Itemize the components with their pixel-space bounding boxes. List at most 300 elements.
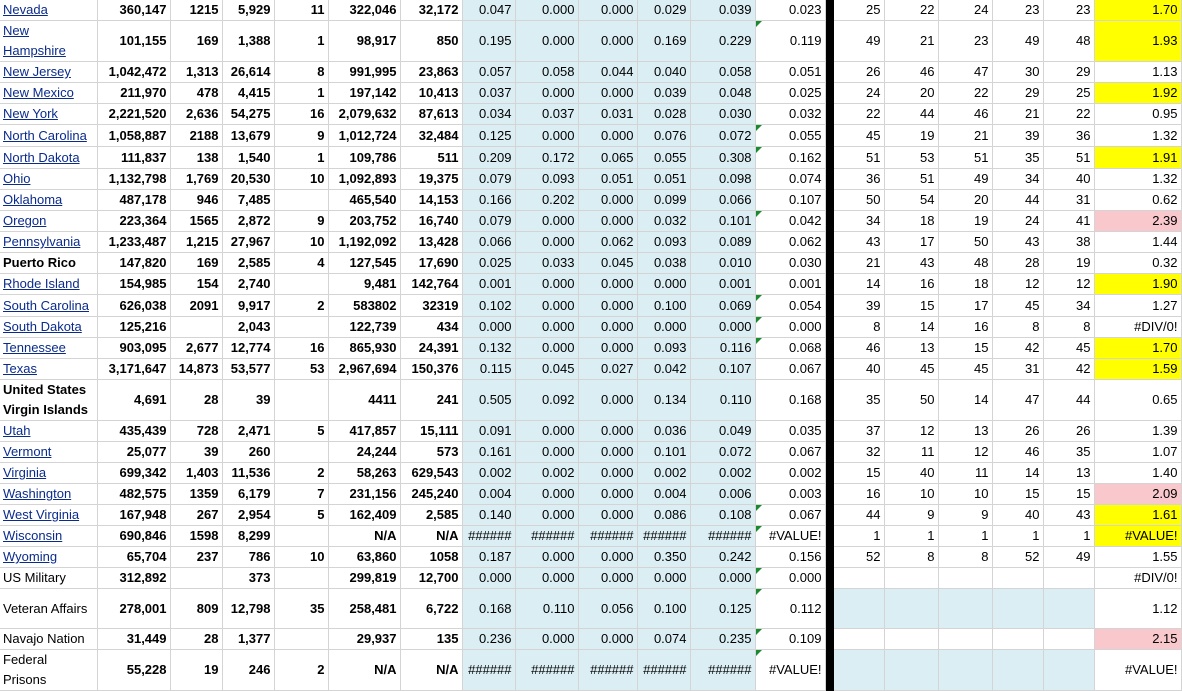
rate-cell[interactable]: 0.100 <box>637 295 690 317</box>
count-cell[interactable]: 850 <box>400 21 462 62</box>
ratio-cell[interactable]: 0.62 <box>1094 190 1181 211</box>
count-cell[interactable]: 13,428 <box>400 232 462 253</box>
count-cell[interactable]: 2,967,694 <box>328 359 400 380</box>
ratio-cell[interactable]: 1.90 <box>1094 274 1181 295</box>
count-cell[interactable]: 1,403 <box>170 463 222 484</box>
rank-cell[interactable]: 45 <box>992 295 1043 317</box>
rank-cell[interactable]: 42 <box>992 338 1043 359</box>
rate-cell[interactable]: 0.505 <box>462 380 515 421</box>
count-cell[interactable]: 16 <box>274 338 328 359</box>
average-cell[interactable]: 0.000 <box>755 317 825 338</box>
rate-cell[interactable]: 0.000 <box>515 125 578 147</box>
rank-cell[interactable]: 45 <box>884 359 938 380</box>
count-cell[interactable]: 53,577 <box>222 359 274 380</box>
ratio-cell[interactable]: 1.12 <box>1094 589 1181 629</box>
rate-cell[interactable]: 0.037 <box>462 83 515 104</box>
jurisdiction-cell[interactable]: West Virginia <box>0 505 97 526</box>
average-cell[interactable]: 0.042 <box>755 211 825 232</box>
rank-cell[interactable]: 20 <box>884 83 938 104</box>
count-cell[interactable]: 258,481 <box>328 589 400 629</box>
rate-cell[interactable]: 0.079 <box>462 169 515 190</box>
average-cell[interactable]: 0.025 <box>755 83 825 104</box>
count-cell[interactable]: 278,001 <box>97 589 170 629</box>
rate-cell[interactable]: 0.000 <box>515 338 578 359</box>
count-cell[interactable]: 809 <box>170 589 222 629</box>
rate-cell[interactable]: 0.028 <box>637 104 690 125</box>
rank-cell[interactable]: 23 <box>1043 0 1094 21</box>
count-cell[interactable]: 127,545 <box>328 253 400 274</box>
rate-cell[interactable]: 0.002 <box>462 463 515 484</box>
rate-cell[interactable]: 0.002 <box>637 463 690 484</box>
count-cell[interactable]: 169 <box>170 253 222 274</box>
rate-cell[interactable]: ###### <box>515 526 578 547</box>
count-cell[interactable]: 28 <box>170 380 222 421</box>
rate-cell[interactable]: 0.051 <box>578 169 637 190</box>
count-cell[interactable]: 1,058,887 <box>97 125 170 147</box>
jurisdiction-cell[interactable]: United States Virgin Islands <box>0 380 97 421</box>
rate-cell[interactable]: 0.000 <box>578 211 637 232</box>
rate-cell[interactable]: 0.069 <box>690 295 755 317</box>
count-cell[interactable]: 142,764 <box>400 274 462 295</box>
count-cell[interactable]: 135 <box>400 629 462 650</box>
count-cell[interactable]: N/A <box>328 526 400 547</box>
rate-cell[interactable]: 0.000 <box>515 274 578 295</box>
ratio-cell[interactable]: 1.07 <box>1094 442 1181 463</box>
count-cell[interactable]: 1,233,487 <box>97 232 170 253</box>
count-cell[interactable]: 16 <box>274 104 328 125</box>
rate-cell[interactable]: 0.107 <box>690 359 755 380</box>
rate-cell[interactable]: 0.000 <box>578 190 637 211</box>
jurisdiction-cell[interactable]: Oklahoma <box>0 190 97 211</box>
count-cell[interactable] <box>274 442 328 463</box>
rate-cell[interactable]: 0.172 <box>515 147 578 169</box>
count-cell[interactable]: 1,313 <box>170 62 222 83</box>
rank-cell[interactable] <box>1043 589 1094 629</box>
jurisdiction-cell[interactable]: New Mexico <box>0 83 97 104</box>
count-cell[interactable]: 24,244 <box>328 442 400 463</box>
rate-cell[interactable]: 0.037 <box>515 104 578 125</box>
count-cell[interactable]: 19 <box>170 650 222 691</box>
count-cell[interactable]: 312,892 <box>97 568 170 589</box>
rank-cell[interactable]: 8 <box>884 547 938 568</box>
ratio-cell[interactable]: 1.55 <box>1094 547 1181 568</box>
rank-cell[interactable]: 17 <box>938 295 992 317</box>
rate-cell[interactable]: 0.168 <box>462 589 515 629</box>
rate-cell[interactable]: 0.125 <box>462 125 515 147</box>
rate-cell[interactable]: 0.000 <box>578 421 637 442</box>
jurisdiction-cell[interactable]: Utah <box>0 421 97 442</box>
average-cell[interactable]: #VALUE! <box>755 526 825 547</box>
rate-cell[interactable]: 0.308 <box>690 147 755 169</box>
rank-cell[interactable]: 48 <box>938 253 992 274</box>
count-cell[interactable]: 55,228 <box>97 650 170 691</box>
count-cell[interactable]: 865,930 <box>328 338 400 359</box>
ratio-cell[interactable]: 2.09 <box>1094 484 1181 505</box>
rank-cell[interactable]: 35 <box>833 380 884 421</box>
rate-cell[interactable]: 0.047 <box>462 0 515 21</box>
count-cell[interactable]: 10 <box>274 169 328 190</box>
rate-cell[interactable]: 0.089 <box>690 232 755 253</box>
rate-cell[interactable]: 0.110 <box>690 380 755 421</box>
rank-cell[interactable]: 18 <box>938 274 992 295</box>
count-cell[interactable]: 2,471 <box>222 421 274 442</box>
rank-cell[interactable]: 26 <box>833 62 884 83</box>
rank-cell[interactable]: 45 <box>938 359 992 380</box>
average-cell[interactable]: 0.035 <box>755 421 825 442</box>
rate-cell[interactable]: 0.350 <box>637 547 690 568</box>
rank-cell[interactable]: 15 <box>1043 484 1094 505</box>
rate-cell[interactable]: ###### <box>515 650 578 691</box>
count-cell[interactable]: 5,929 <box>222 0 274 21</box>
count-cell[interactable] <box>274 190 328 211</box>
rank-cell[interactable]: 34 <box>1043 295 1094 317</box>
rate-cell[interactable]: 0.100 <box>637 589 690 629</box>
rank-cell[interactable]: 30 <box>992 62 1043 83</box>
count-cell[interactable] <box>170 317 222 338</box>
count-cell[interactable]: 1,092,893 <box>328 169 400 190</box>
rank-cell[interactable]: 16 <box>833 484 884 505</box>
rate-cell[interactable]: 0.025 <box>462 253 515 274</box>
ratio-cell[interactable]: 1.44 <box>1094 232 1181 253</box>
rate-cell[interactable]: 0.236 <box>462 629 515 650</box>
rank-cell[interactable]: 22 <box>884 0 938 21</box>
jurisdiction-cell[interactable]: Federal Prisons <box>0 650 97 691</box>
count-cell[interactable]: 65,704 <box>97 547 170 568</box>
rank-cell[interactable]: 19 <box>938 211 992 232</box>
average-cell[interactable]: 0.107 <box>755 190 825 211</box>
rate-cell[interactable]: 0.187 <box>462 547 515 568</box>
rank-cell[interactable]: 46 <box>992 442 1043 463</box>
rate-cell[interactable]: 0.101 <box>637 442 690 463</box>
ratio-cell[interactable]: 0.95 <box>1094 104 1181 125</box>
average-cell[interactable]: 0.062 <box>755 232 825 253</box>
count-cell[interactable]: 1,388 <box>222 21 274 62</box>
rank-cell[interactable]: 24 <box>938 0 992 21</box>
average-cell[interactable]: 0.112 <box>755 589 825 629</box>
count-cell[interactable]: 5 <box>274 421 328 442</box>
rank-cell[interactable] <box>884 629 938 650</box>
rank-cell[interactable]: 13 <box>938 421 992 442</box>
count-cell[interactable]: 1 <box>274 83 328 104</box>
rank-cell[interactable]: 40 <box>884 463 938 484</box>
average-cell[interactable]: #VALUE! <box>755 650 825 691</box>
rate-cell[interactable]: 0.000 <box>578 505 637 526</box>
rank-cell[interactable]: 8 <box>938 547 992 568</box>
count-cell[interactable]: 197,142 <box>328 83 400 104</box>
count-cell[interactable]: 4,691 <box>97 380 170 421</box>
count-cell[interactable]: 9 <box>274 211 328 232</box>
count-cell[interactable]: 125,216 <box>97 317 170 338</box>
rank-cell[interactable] <box>833 629 884 650</box>
rank-cell[interactable]: 47 <box>992 380 1043 421</box>
rate-cell[interactable]: 0.004 <box>637 484 690 505</box>
ratio-cell[interactable]: #DIV/0! <box>1094 317 1181 338</box>
average-cell[interactable]: 0.068 <box>755 338 825 359</box>
rate-cell[interactable]: 0.202 <box>515 190 578 211</box>
count-cell[interactable] <box>274 526 328 547</box>
average-cell[interactable]: 0.156 <box>755 547 825 568</box>
count-cell[interactable]: 39 <box>170 442 222 463</box>
count-cell[interactable]: 9,917 <box>222 295 274 317</box>
rate-cell[interactable]: 0.166 <box>462 190 515 211</box>
rate-cell[interactable]: 0.000 <box>578 295 637 317</box>
count-cell[interactable]: 58,263 <box>328 463 400 484</box>
rank-cell[interactable]: 51 <box>1043 147 1094 169</box>
rank-cell[interactable]: 19 <box>1043 253 1094 274</box>
rank-cell[interactable]: 21 <box>833 253 884 274</box>
jurisdiction-cell[interactable]: New York <box>0 104 97 125</box>
count-cell[interactable]: 54,275 <box>222 104 274 125</box>
count-cell[interactable]: 241 <box>400 380 462 421</box>
rate-cell[interactable]: 0.000 <box>578 568 637 589</box>
count-cell[interactable]: 465,540 <box>328 190 400 211</box>
count-cell[interactable]: 991,995 <box>328 62 400 83</box>
rate-cell[interactable]: 0.229 <box>690 21 755 62</box>
rank-cell[interactable]: 14 <box>884 317 938 338</box>
count-cell[interactable]: 6,179 <box>222 484 274 505</box>
count-cell[interactable]: 223,364 <box>97 211 170 232</box>
ratio-cell[interactable]: 1.27 <box>1094 295 1181 317</box>
rank-cell[interactable] <box>992 629 1043 650</box>
rank-cell[interactable]: 34 <box>992 169 1043 190</box>
count-cell[interactable]: 2188 <box>170 125 222 147</box>
rank-cell[interactable]: 8 <box>1043 317 1094 338</box>
jurisdiction-cell[interactable]: Virginia <box>0 463 97 484</box>
count-cell[interactable]: 53 <box>274 359 328 380</box>
count-cell[interactable]: 12,798 <box>222 589 274 629</box>
rate-cell[interactable]: 0.000 <box>637 317 690 338</box>
count-cell[interactable]: 147,820 <box>97 253 170 274</box>
count-cell[interactable]: 1,540 <box>222 147 274 169</box>
rate-cell[interactable]: 0.072 <box>690 125 755 147</box>
count-cell[interactable]: 2,872 <box>222 211 274 232</box>
average-cell[interactable]: 0.067 <box>755 505 825 526</box>
rate-cell[interactable]: 0.045 <box>578 253 637 274</box>
rate-cell[interactable]: 0.000 <box>578 21 637 62</box>
count-cell[interactable]: 267 <box>170 505 222 526</box>
count-cell[interactable]: 4 <box>274 253 328 274</box>
ratio-cell[interactable]: 2.15 <box>1094 629 1181 650</box>
count-cell[interactable]: 32,484 <box>400 125 462 147</box>
jurisdiction-cell[interactable]: Wisconsin <box>0 526 97 547</box>
count-cell[interactable]: 2 <box>274 295 328 317</box>
ratio-cell[interactable]: 1.93 <box>1094 21 1181 62</box>
rate-cell[interactable]: 0.066 <box>462 232 515 253</box>
rate-cell[interactable]: 0.000 <box>578 442 637 463</box>
ratio-cell[interactable]: 1.13 <box>1094 62 1181 83</box>
rate-cell[interactable]: 0.000 <box>690 317 755 338</box>
rank-cell[interactable] <box>884 650 938 691</box>
count-cell[interactable]: 211,970 <box>97 83 170 104</box>
rate-cell[interactable]: 0.000 <box>515 547 578 568</box>
rank-cell[interactable]: 44 <box>833 505 884 526</box>
rank-cell[interactable]: 14 <box>992 463 1043 484</box>
count-cell[interactable]: 16,740 <box>400 211 462 232</box>
ratio-cell[interactable]: 1.61 <box>1094 505 1181 526</box>
rate-cell[interactable]: 0.031 <box>578 104 637 125</box>
rank-cell[interactable]: 1 <box>833 526 884 547</box>
ratio-cell[interactable]: 0.65 <box>1094 380 1181 421</box>
rank-cell[interactable]: 31 <box>1043 190 1094 211</box>
count-cell[interactable]: 4411 <box>328 380 400 421</box>
count-cell[interactable]: 63,860 <box>328 547 400 568</box>
count-cell[interactable]: 154 <box>170 274 222 295</box>
rate-cell[interactable]: 0.000 <box>462 317 515 338</box>
rank-cell[interactable]: 50 <box>938 232 992 253</box>
jurisdiction-cell[interactable]: North Carolina <box>0 125 97 147</box>
rank-cell[interactable]: 44 <box>1043 380 1094 421</box>
rank-cell[interactable]: 35 <box>1043 442 1094 463</box>
rank-cell[interactable]: 11 <box>884 442 938 463</box>
average-cell[interactable]: 0.030 <box>755 253 825 274</box>
rate-cell[interactable]: 0.242 <box>690 547 755 568</box>
rate-cell[interactable]: 0.042 <box>637 359 690 380</box>
rank-cell[interactable]: 40 <box>992 505 1043 526</box>
rank-cell[interactable]: 18 <box>884 211 938 232</box>
count-cell[interactable]: 11,536 <box>222 463 274 484</box>
count-cell[interactable]: 629,543 <box>400 463 462 484</box>
rank-cell[interactable] <box>833 568 884 589</box>
rate-cell[interactable]: 0.000 <box>515 568 578 589</box>
rank-cell[interactable] <box>992 650 1043 691</box>
count-cell[interactable]: 203,752 <box>328 211 400 232</box>
rate-cell[interactable]: 0.079 <box>462 211 515 232</box>
rate-cell[interactable]: 0.125 <box>690 589 755 629</box>
rate-cell[interactable]: 0.116 <box>690 338 755 359</box>
jurisdiction-cell[interactable]: Ohio <box>0 169 97 190</box>
rank-cell[interactable]: 9 <box>884 505 938 526</box>
rank-cell[interactable]: 21 <box>884 21 938 62</box>
average-cell[interactable]: 0.003 <box>755 484 825 505</box>
count-cell[interactable]: 1598 <box>170 526 222 547</box>
count-cell[interactable]: 434 <box>400 317 462 338</box>
rank-cell[interactable]: 43 <box>992 232 1043 253</box>
average-cell[interactable]: 0.067 <box>755 442 825 463</box>
count-cell[interactable]: 1359 <box>170 484 222 505</box>
ratio-cell[interactable]: 1.32 <box>1094 125 1181 147</box>
rate-cell[interactable]: ###### <box>578 526 637 547</box>
jurisdiction-cell[interactable]: New Hampshire <box>0 21 97 62</box>
average-cell[interactable]: 0.119 <box>755 21 825 62</box>
rank-cell[interactable]: 15 <box>884 295 938 317</box>
rank-cell[interactable]: 26 <box>1043 421 1094 442</box>
count-cell[interactable]: 2,221,520 <box>97 104 170 125</box>
rank-cell[interactable] <box>1043 650 1094 691</box>
rank-cell[interactable]: 1 <box>938 526 992 547</box>
rate-cell[interactable]: 0.029 <box>637 0 690 21</box>
rank-cell[interactable]: 28 <box>992 253 1043 274</box>
rate-cell[interactable]: 0.086 <box>637 505 690 526</box>
count-cell[interactable]: 373 <box>222 568 274 589</box>
rank-cell[interactable]: 24 <box>833 83 884 104</box>
count-cell[interactable]: 25,077 <box>97 442 170 463</box>
jurisdiction-cell[interactable]: Vermont <box>0 442 97 463</box>
rank-cell[interactable]: 19 <box>884 125 938 147</box>
rate-cell[interactable]: 0.093 <box>515 169 578 190</box>
rate-cell[interactable]: 0.004 <box>462 484 515 505</box>
rank-cell[interactable]: 24 <box>992 211 1043 232</box>
count-cell[interactable]: 2,043 <box>222 317 274 338</box>
count-cell[interactable]: 162,409 <box>328 505 400 526</box>
rate-cell[interactable]: 0.076 <box>637 125 690 147</box>
rate-cell[interactable]: ###### <box>578 650 637 691</box>
count-cell[interactable]: 245,240 <box>400 484 462 505</box>
count-cell[interactable]: 478 <box>170 83 222 104</box>
rank-cell[interactable]: 38 <box>1043 232 1094 253</box>
rank-cell[interactable]: 13 <box>1043 463 1094 484</box>
rate-cell[interactable]: 0.093 <box>637 232 690 253</box>
rank-cell[interactable] <box>938 589 992 629</box>
rate-cell[interactable]: 0.115 <box>462 359 515 380</box>
count-cell[interactable]: N/A <box>400 526 462 547</box>
count-cell[interactable]: 435,439 <box>97 421 170 442</box>
count-cell[interactable]: 14,153 <box>400 190 462 211</box>
ratio-cell[interactable]: 1.92 <box>1094 83 1181 104</box>
ratio-cell[interactable]: 1.39 <box>1094 421 1181 442</box>
rank-cell[interactable]: 49 <box>1043 547 1094 568</box>
rank-cell[interactable]: 44 <box>884 104 938 125</box>
rank-cell[interactable]: 48 <box>1043 21 1094 62</box>
rank-cell[interactable]: 41 <box>1043 211 1094 232</box>
rank-cell[interactable]: 46 <box>884 62 938 83</box>
jurisdiction-cell[interactable]: Pennsylvania <box>0 232 97 253</box>
jurisdiction-cell[interactable]: Texas <box>0 359 97 380</box>
rank-cell[interactable]: 40 <box>833 359 884 380</box>
count-cell[interactable]: 8,299 <box>222 526 274 547</box>
rate-cell[interactable]: 0.000 <box>515 211 578 232</box>
rank-cell[interactable]: 15 <box>833 463 884 484</box>
count-cell[interactable]: 1,192,092 <box>328 232 400 253</box>
count-cell[interactable] <box>274 317 328 338</box>
rate-cell[interactable]: 0.001 <box>690 274 755 295</box>
rate-cell[interactable]: 0.000 <box>690 568 755 589</box>
rank-cell[interactable]: 22 <box>833 104 884 125</box>
rate-cell[interactable]: ###### <box>690 650 755 691</box>
rate-cell[interactable]: 0.000 <box>515 484 578 505</box>
rate-cell[interactable]: 0.002 <box>515 463 578 484</box>
rate-cell[interactable]: 0.098 <box>690 169 755 190</box>
rank-cell[interactable]: 43 <box>1043 505 1094 526</box>
count-cell[interactable]: 122,739 <box>328 317 400 338</box>
rate-cell[interactable]: 0.195 <box>462 21 515 62</box>
count-cell[interactable]: 23,863 <box>400 62 462 83</box>
average-cell[interactable]: 0.000 <box>755 568 825 589</box>
count-cell[interactable]: 3,171,647 <box>97 359 170 380</box>
rate-cell[interactable]: 0.000 <box>515 232 578 253</box>
rank-cell[interactable]: 12 <box>992 274 1043 295</box>
rate-cell[interactable]: 0.032 <box>637 211 690 232</box>
count-cell[interactable]: 482,575 <box>97 484 170 505</box>
rank-cell[interactable]: 51 <box>938 147 992 169</box>
rank-cell[interactable] <box>1043 629 1094 650</box>
ratio-cell[interactable]: #VALUE! <box>1094 650 1181 691</box>
count-cell[interactable]: 487,178 <box>97 190 170 211</box>
rate-cell[interactable]: 0.048 <box>690 83 755 104</box>
jurisdiction-cell[interactable]: Veteran Affairs <box>0 589 97 629</box>
count-cell[interactable] <box>274 629 328 650</box>
count-cell[interactable]: 20,530 <box>222 169 274 190</box>
jurisdiction-cell[interactable]: Washington <box>0 484 97 505</box>
average-cell[interactable]: 0.002 <box>755 463 825 484</box>
ratio-cell[interactable]: 1.40 <box>1094 463 1181 484</box>
count-cell[interactable]: 690,846 <box>97 526 170 547</box>
rate-cell[interactable]: 0.000 <box>578 317 637 338</box>
count-cell[interactable] <box>170 568 222 589</box>
count-cell[interactable]: 17,690 <box>400 253 462 274</box>
count-cell[interactable]: 12,700 <box>400 568 462 589</box>
ratio-cell[interactable]: 1.32 <box>1094 169 1181 190</box>
count-cell[interactable]: 24,391 <box>400 338 462 359</box>
